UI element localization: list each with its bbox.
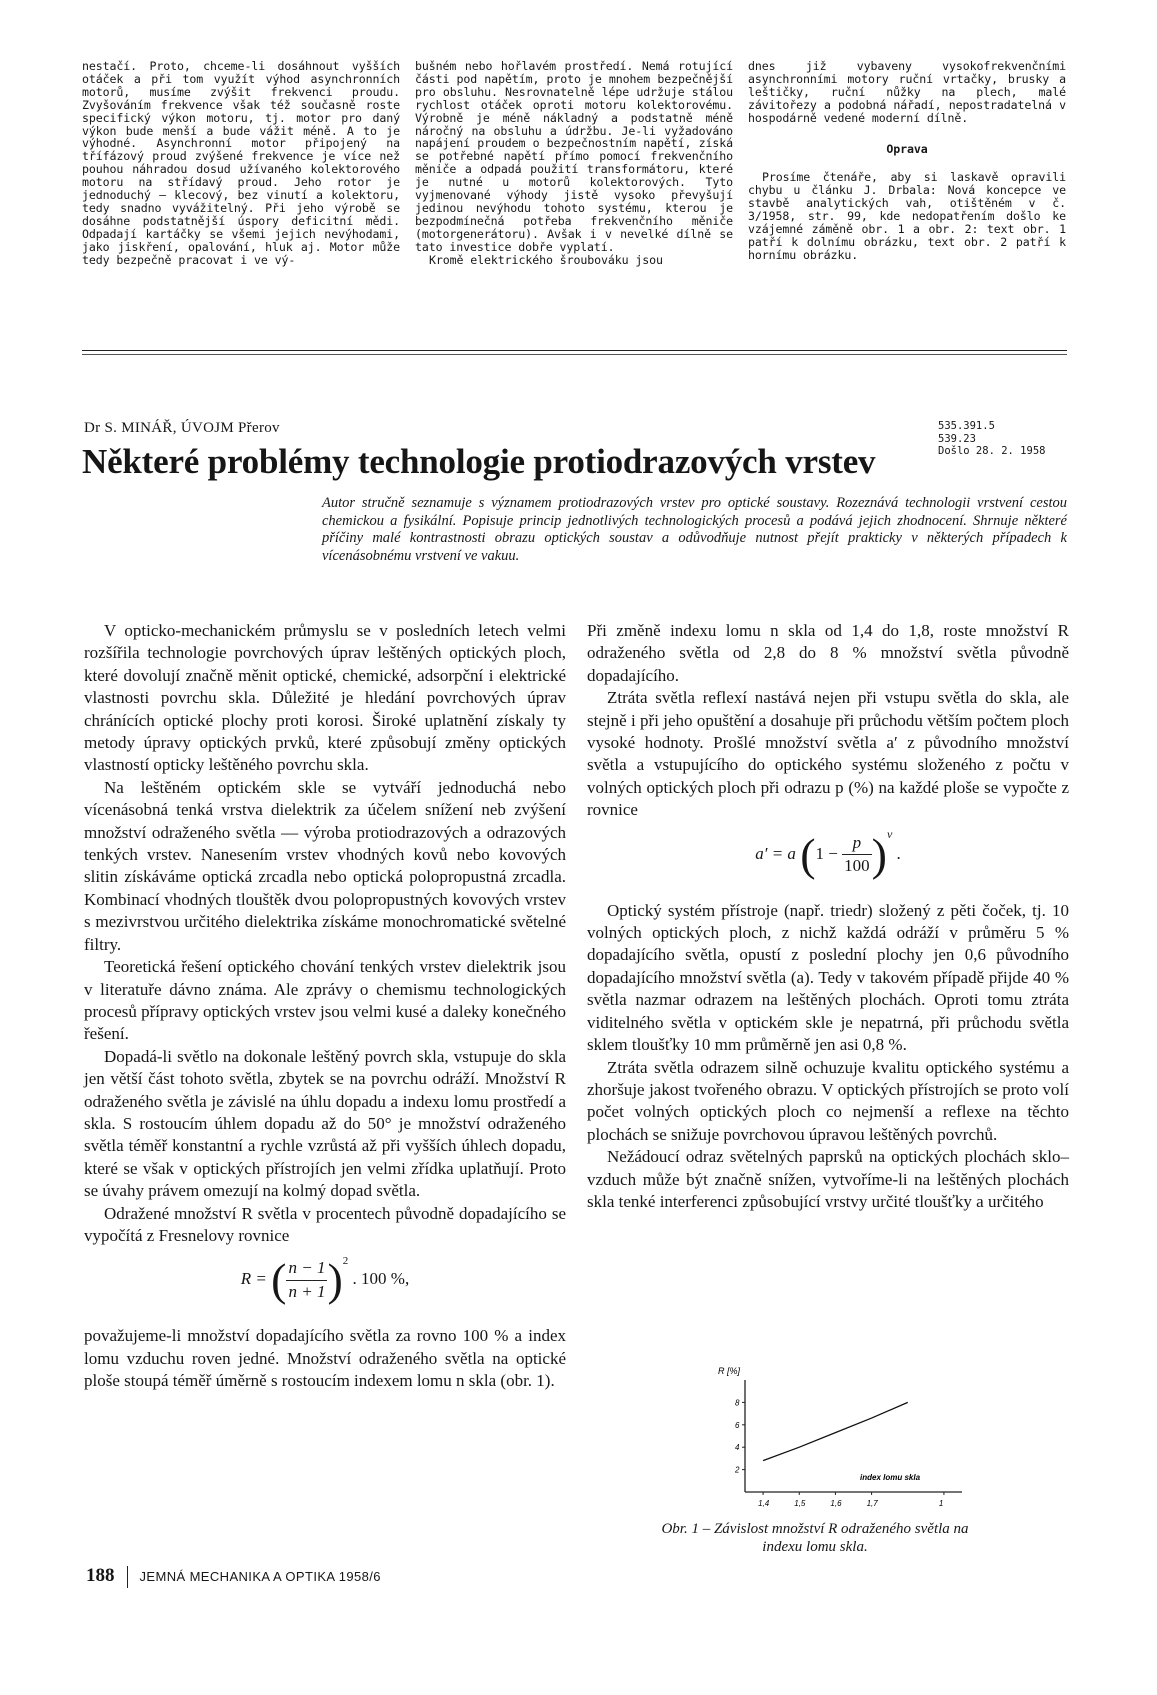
fresnel-equation	[84, 1254, 566, 1315]
eq1-paren-close: )	[327, 1254, 343, 1306]
eq2-lhs: a′ = a	[755, 843, 796, 863]
top-col3-text: dnes již vybaveny vysokofrekvenčními asynchronními motory ruční vrtačky, brusky a leštičky, ruční nůžky na plech, malé závitořezy a podobná nářadí, nepostradatelná v hospodárně vedené moderní dílně.	[748, 59, 1066, 125]
eq1-numerator: n − 1	[286, 1257, 327, 1280]
eq2-end: .	[896, 843, 901, 863]
y-tick-label: 6	[735, 1420, 740, 1430]
right-paragraph-2: Ztráta světla reflexí nastává nejen při vstupu světla do skla, ale stejně i při jeho opuštění a dosahuje při průchodu větším počtem ploch vysoké hodnoty. Prošlé množství světla a′ z původního množství světla a vstupujícího do optického systému složeného z počtu v volných optických ploch při odrazu p (%) na každé ploše se vypočte z rovnice	[587, 688, 1069, 820]
right-paragraph-5: Nežádoucí odraz světelných paprsků na optických plochách sklo–vzduch může být značně snížen, vytvoříme-li na leštěných plochách skla tenké interferenci způsobující vrstvy určité tloušťky a určitého	[587, 1147, 1069, 1211]
footer-separator	[127, 1566, 128, 1588]
top-col2-continuation: Kromě elektrického šroubováku jsou	[429, 252, 663, 267]
x-tick-label: 1,4	[758, 1499, 770, 1508]
figure-1-chart	[700, 1360, 970, 1510]
x-tick-label: 1	[938, 1499, 944, 1508]
eq2-inner: 1 −	[815, 843, 838, 863]
abstract: Autor stručně seznamuje s významem protiodrazových vrstev pro optické soustavy. Rozeznává technologii vrstvení cestou chemickou a fysikální. Popisuje princip jednotlivých technologických procesů a podává jejich zhodnocení. Shrnuje některé příčiny malé kontrastnosti obrazu optických soustav a odůvodňuje nutnost přejít prakticky v některých případech k vícenásobnému vrstvení ve vakuu.	[322, 495, 1067, 564]
transmission-equation	[587, 826, 1069, 890]
right-paragraph-1: Při změně indexu lomu n skla od 1,4 do 1,8, roste množství R odraženého světla od 2,8 do 8 % množství světla původně dopadajícího.	[587, 621, 1069, 685]
y-tick-label: 8	[735, 1398, 740, 1408]
series-line	[763, 1402, 908, 1460]
section-divider-thin	[82, 354, 1067, 355]
figure-1-caption: Obr. 1 – Závislost množství R odraženého světla na indexu lomu skla.	[661, 1521, 969, 1555]
received-date: Došlo 28. 2. 1958	[938, 445, 1046, 457]
left-paragraph-6: považujeme-li množství dopadajícího světla za rovno 100 % a index lomu vzduchu roven jedné. Množství odraženého světla na optické ploše stoupá téměř úměrně s rostoucím indexem lomu n skla (obr. 1).	[84, 1326, 566, 1391]
right-paragraph-3: Optický systém přístroje (např. triedr) složený z pěti čoček, tj. 10 volných optických ploch, z nichž každá odráží v průměru 5 % dopadajícího světla, opustí z poslední plochy jen 0,6 původního dopadajícího množství světla (a). Tedy v takovém případě přijde 40 % světla nazmar odrazem na leštěných plochách. Oproti tomu ztráta viditelného světla v optickém skle je nepatrná, při průchodu světla sklem tloušťky 10 mm průměrně jen asi 0,8 %.	[587, 900, 1069, 1055]
oprava-text: Prosíme čtenáře, aby si laskavě opravili chybu u článku J. Drbala: Nová koncepce ve stavbě analytických vah, otištěném v č. 3/1958, str. 99, kde nedopatřením došlo ke vzájemné záměně obr. 1 a obr. 2: text obr. 1 patří k dolnímu obrázku, text obr. 2 patří k hornímu obrázku.	[748, 170, 1066, 262]
left-paragraph-5: Odražené množství R světla v procentech původně dopadajícího se vypočítá z Fresnelovy rovnice	[84, 1203, 566, 1245]
y-axis-label: R [%]	[718, 1366, 741, 1376]
top-column-2	[415, 60, 733, 267]
eq2-paren-close: )	[871, 828, 887, 880]
x-tick-label: 1,7	[866, 1499, 878, 1508]
author-line: Dr S. MINÁŘ, ÚVOJM Přerov	[84, 420, 280, 436]
oprava-heading: Oprava	[886, 141, 928, 156]
journal-name: JEMNÁ MECHANIKA A OPTIKA 1958/6	[139, 1569, 381, 1584]
top-col1-text: nestačí. Proto, chceme-li dosáhnout vyšších otáček a při tom využít výhod asynchronních motorů, musíme zvýšit frekvenci proudu. Zvyšováním frekvence však též současně roste specifický výkon motoru, tj. motor pro daný výkon bude menší a bude vážit méně. A to je výhodné. Asynchronní motor připojený na třífázový proud zvýšené frekvence je více než pouhou náhradou dosud užívaného kolektorového motoru na střídavý proud. Jeho rotor je jednoduchý — klecový, bez vinutí a kolektoru, tedy snadno vyvážitelný. Při jeho výrobě se dosáhne podstatnější úspory deficitní mědi. Odpadají kartáčky se všemi jejich nevýhodami, jako jiskření, opalování, hluk aj. Motor může tedy bezpečně pracovat i ve vý-	[82, 59, 400, 267]
page-footer	[86, 1565, 381, 1588]
eq2-exponent: v	[886, 826, 893, 841]
x-tick-label: 1,6	[830, 1499, 842, 1508]
top-col2-text: bušném nebo hořlavém prostředí. Nemá rotující části pod napětím, proto je mnohem bezpečnější pro obsluhu. Nesrovnatelně lépe udržuje stálou rychlost otáček oproti motoru kolektorovému. Výrobně je méně nákladný a podstatně méně náročný na obsluhu a údržbu. Je-li vyžadováno napájení proudem o bezpečnostním napětí, získá se potřebné napětí přímo pomocí frekvenčního měniče a odpadá použití transformátoru, které je nutné u motorů kolektorových. Tyto vyjmenované výhody jistě vysoko převyšují jedinou nevýhodu tohoto systému, kterou je bezpodmínečná potřeba frekvenčního měniče (motorgenerátoru). Avšak i v nevelké dílně se tato investice dobře vyplatí.	[415, 59, 733, 254]
top-column-1	[82, 60, 400, 267]
udc-code-1: 535.391.5	[938, 420, 995, 432]
left-paragraph-2: Na leštěném optickém skle se vytváří jednoduchá nebo vícenásobná tenká vrstva dielektrik za účelem snížení neb zvýšení množství odraženého světla — výroba protiodrazových a odrazových tenkých vrstev. Nanesením vrstev vhodných kovů nebo kovových slitin získáváme optická zrcadla nebo optická polopropustná zrcadla. Kombinací vhodných tlouštěk dvou polopropustných kovových vrstev s mezivrstvou určitého dielektrika získáme monochromatické světelné filtry.	[84, 777, 566, 954]
eq1-exponent: 2	[342, 1254, 349, 1267]
y-tick-label: 2	[735, 1465, 740, 1475]
left-column	[84, 620, 566, 1393]
left-paragraph-1: V opticko-mechanickém průmyslu se v posledních letech velmi rozšířila technologie povrchových úprav leštěných optických ploch, které dovolují značně měnit optické, chemické, adsorpční i elektrické vlastnosti povrchu skla. Důležité je hledání povrchových úprav chránících optické plochy proti korosi. Široké uplatnění získaly ty metody úpravy optických prvků, které způsobují změny optických vlastností opticky leštěného povrchu skla.	[84, 621, 566, 775]
eq2-fraction	[842, 832, 872, 878]
eq2-numerator: p	[842, 832, 872, 855]
udc-code-2: 539.23	[938, 432, 976, 445]
eq1-paren-open: (	[271, 1254, 287, 1306]
left-paragraph-3: Teoretická řešení optického chování tenkých vrstev dielektrik jsou v literatuře dávno známa. Ale zprávy o chemismu technologických procesů přípravy optických vrstev jsou velmi kusé a daleky konečného řešení.	[84, 957, 567, 1044]
x-tick-label: 1,5	[794, 1499, 806, 1508]
top-column-3	[748, 60, 1066, 262]
right-column	[587, 620, 1069, 1213]
eq1-rhs: . 100 %,	[352, 1269, 410, 1289]
y-tick-label: 4	[735, 1443, 740, 1453]
eq2-denominator: 100	[844, 856, 870, 876]
page-number: 188	[86, 1565, 115, 1586]
left-paragraph-4: Dopadá-li světlo na dokonale leštěný povrch skla, vstupuje do skla jen větší část tohoto světla, zbytek se na povrchu odráží. Množství R odraženého světla je závislé na úhlu dopadu a indexu lomu prostředí a skla. S rostoucím úhlem dopadu až do 50° je množství odraženého světla téměř konstantní a rychle vzrůstá až při vyšších úhlech dopadu, které se však v optických přístrojích jen velmi zřídka uplatňují. Proto se úvahy právem omezují na kolmý dopad světla.	[84, 1046, 566, 1201]
eq1-denominator: n + 1	[288, 1281, 326, 1301]
udc-block	[938, 420, 1045, 458]
eq1-fraction	[286, 1257, 327, 1303]
eq2-paren-open: (	[800, 828, 816, 880]
section-divider	[82, 350, 1067, 351]
article-title: Některé problémy technologie protiodrazových vrstev	[82, 442, 876, 481]
x-axis-label: index lomu skla	[860, 1473, 921, 1482]
eq1-lhs: R =	[240, 1269, 267, 1289]
right-paragraph-4: Ztráta světla odrazem silně ochuzuje kvalitu optického systému a zhoršuje jakost tvořeného obrazu. V optických přístrojích se proto volí počet volných optických ploch co nejmenší a reflexe na těchto plochách se snižuje povrchovou úpravou leštěných povrchů.	[587, 1057, 1069, 1144]
